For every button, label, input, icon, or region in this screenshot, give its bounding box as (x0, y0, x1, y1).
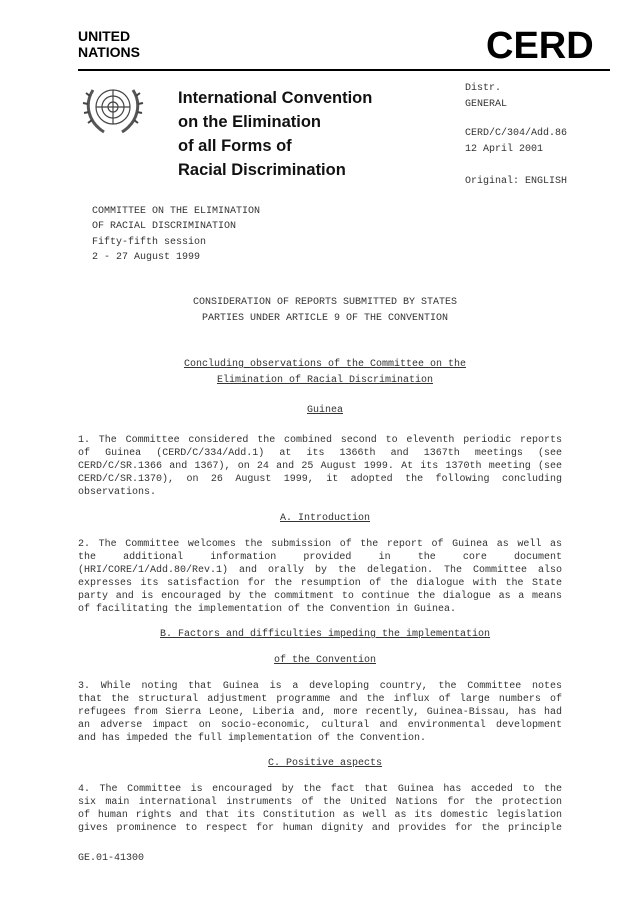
section-title: A. Introduction (279, 513, 370, 524)
text-line: 2. The Committee welcomes the submission of the report of Guinea as well as (78, 539, 562, 550)
doc-date: 12 April 2001 (465, 144, 544, 155)
original-language: Original: ENGLISH (465, 176, 568, 187)
header-rule (78, 69, 610, 71)
committee-line: COMMITTEE ON THE ELIMINATION (92, 206, 261, 217)
heading-line: CONSIDERATION OF REPORTS SUBMITTED BY STATES (192, 297, 458, 308)
section-title: of the Convention (273, 655, 377, 666)
consideration-heading (78, 295, 572, 327)
paragraph-3 (78, 680, 562, 745)
text-line: observations. (78, 487, 157, 498)
text-line: refugees from Sierra Leone, Liberia and, more recently, Guinea-Bissau, has had (78, 707, 562, 718)
section-title: B. Factors and difficulties impeding the implementation (159, 629, 491, 640)
title-line: Racial Discrimination (178, 161, 346, 179)
org-line-1: UNITED (78, 28, 131, 44)
country-name: Guinea (306, 405, 343, 416)
paragraph-2 (78, 538, 562, 616)
committee-line: OF RACIAL DISCRIMINATION (92, 221, 237, 233)
section-a-heading (78, 511, 572, 527)
text-line: of human rights and that its Constitution as well as its domestic legislation (78, 810, 562, 821)
section-title: C. Positive aspects (267, 758, 383, 769)
text-line: of facilitating the implementation of the Convention in Guinea. (78, 604, 457, 615)
country-heading (78, 403, 572, 419)
text-line: six main international instruments of the United Nations for the protection (78, 797, 562, 808)
convention-title (178, 86, 372, 182)
text-line: 3. While noting that Guinea is a developing country, the Committee notes (78, 681, 562, 692)
doc-reference (465, 126, 567, 158)
session-dates: 2 - 27 August 1999 (92, 251, 201, 263)
session-line: Fifty-fifth session (92, 236, 207, 248)
title-line: International Convention (178, 89, 373, 107)
text-line: party and is encouraged by the commitment to continue the dialogue as a means (78, 591, 562, 602)
distr-label: Distr. (465, 83, 502, 94)
paragraph-4 (78, 783, 562, 835)
distr-value: GENERAL (465, 99, 508, 110)
section-b-heading (78, 627, 572, 643)
text-line: an adverse impact on socio-economic, cultural and environmental development (78, 720, 562, 731)
text-line: gives prominence to respect for human dignity and provides for the principle (78, 823, 562, 834)
distribution (465, 81, 507, 113)
document-symbol-large: CERD (486, 25, 594, 67)
heading-line: Elimination of Racial Discrimination (216, 375, 434, 386)
paragraph-1 (78, 434, 562, 499)
organization-name (78, 28, 140, 60)
text-line: (HRI/CORE/1/Add.80/Rev.1) and orally by the delegation. The Committee also (78, 565, 562, 576)
text-line: of Guinea (CERD/C/334/Add.1) at its 1366th and 1367th meetings (see (78, 448, 562, 459)
text-line: expresses its satisfaction for the resumption of the dialogue with the State (78, 578, 562, 589)
section-b-heading-cont (78, 653, 572, 669)
org-line-2: NATIONS (78, 44, 140, 60)
heading-line: Concluding observations of the Committee on the (183, 359, 467, 370)
text-line: CERD/C/SR.1370), on 26 August 1999, it adopted the following concluding (78, 474, 562, 485)
text-line: that the structural adjustment programme and the influx of large numbers of (78, 694, 562, 705)
text-line: CERD/C/SR.1366 and 1367), on 24 and 25 August 1999. At its 1370th meeting (see (78, 461, 562, 472)
un-emblem-icon (80, 80, 146, 138)
title-line: on the Elimination (178, 113, 321, 131)
section-c-heading (78, 756, 572, 772)
job-number: GE.01-41300 (78, 853, 145, 864)
concluding-heading (78, 357, 572, 389)
text-line: the additional information provided in the core document (78, 552, 562, 563)
text-line: 4. The Committee is encouraged by the fact that Guinea has acceded to the (78, 784, 562, 795)
text-line: 1. The Committee considered the combined second to eleventh periodic reports (78, 435, 562, 446)
title-line: of all Forms of (178, 137, 292, 155)
text-line: and has impeded the full implementation of the Convention. (78, 733, 427, 744)
committee-block (92, 204, 260, 265)
heading-line: PARTIES UNDER ARTICLE 9 OF THE CONVENTION (201, 313, 449, 324)
doc-symbol: CERD/C/304/Add.86 (465, 128, 568, 139)
